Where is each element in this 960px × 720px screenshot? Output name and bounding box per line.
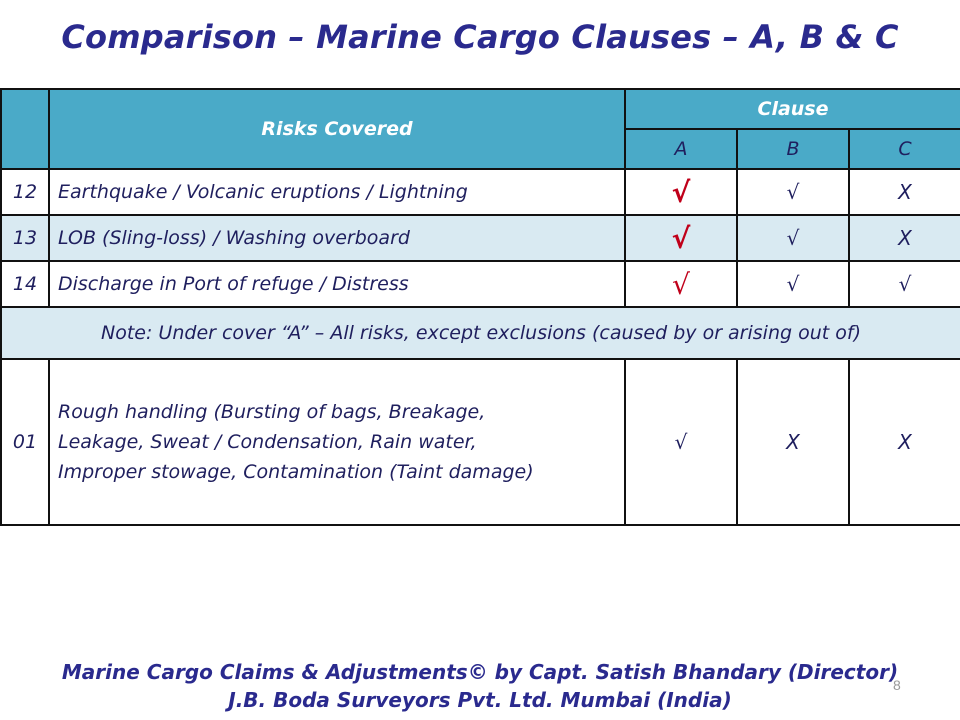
clause-b-mark: X — [737, 359, 849, 525]
clause-b-header: B — [737, 129, 849, 169]
clause-a-mark: √ — [625, 215, 737, 261]
risk-description: Discharge in Port of refuge / Distress — [49, 261, 625, 307]
row-number: 01 — [1, 359, 49, 525]
clause-c-header: C — [849, 129, 960, 169]
risks-covered-header: Risks Covered — [49, 89, 625, 169]
risk-description: Earthquake / Volcanic eruptions / Lightning — [49, 169, 625, 215]
note-row — [1, 307, 960, 359]
clause-a-mark: √ — [625, 169, 737, 215]
row-number: 14 — [1, 261, 49, 307]
table-row — [1, 169, 960, 215]
clause-a-mark: √ — [625, 359, 737, 525]
clause-b-mark: √ — [737, 215, 849, 261]
footer-line: J.B. Boda Surveyors Pvt. Ltd. Mumbai (India) — [228, 688, 732, 712]
comparison-table — [0, 88, 960, 526]
clause-b-mark: √ — [737, 261, 849, 307]
row-number: 13 — [1, 215, 49, 261]
clause-header: Clause — [625, 89, 960, 129]
risk-line: Improper stowage, Contamination (Taint damage) — [58, 461, 534, 483]
page-number: 8 — [893, 677, 901, 693]
clause-b-mark: √ — [737, 169, 849, 215]
risk-description — [49, 359, 625, 525]
clause-c-mark: X — [849, 169, 960, 215]
clause-a-mark: √ — [625, 261, 737, 307]
table-row — [1, 215, 960, 261]
clause-c-mark: X — [849, 359, 960, 525]
page-title: Comparison – Marine Cargo Clauses – A, B & C — [61, 18, 899, 56]
risk-description: LOB (Sling-loss) / Washing overboard — [49, 215, 625, 261]
clause-c-mark: √ — [849, 261, 960, 307]
note-text: Note: Under cover “A” – All risks, except exclusions (caused by or arising out of) — [1, 307, 960, 359]
header-row — [1, 89, 960, 129]
clause-c-mark: X — [849, 215, 960, 261]
footer-credit — [0, 658, 960, 714]
risk-line: Leakage, Sweat / Condensation, Rain water, — [58, 431, 477, 453]
clause-a-header: A — [625, 129, 737, 169]
row-number: 12 — [1, 169, 49, 215]
table-row — [1, 261, 960, 307]
footer-line: Marine Cargo Claims & Adjustments© by Capt. Satish Bhandary (Director) — [61, 660, 899, 684]
header-blank-cell — [1, 89, 49, 169]
risk-line: Rough handling (Bursting of bags, Breakage, — [58, 401, 486, 423]
table-row — [1, 359, 960, 525]
